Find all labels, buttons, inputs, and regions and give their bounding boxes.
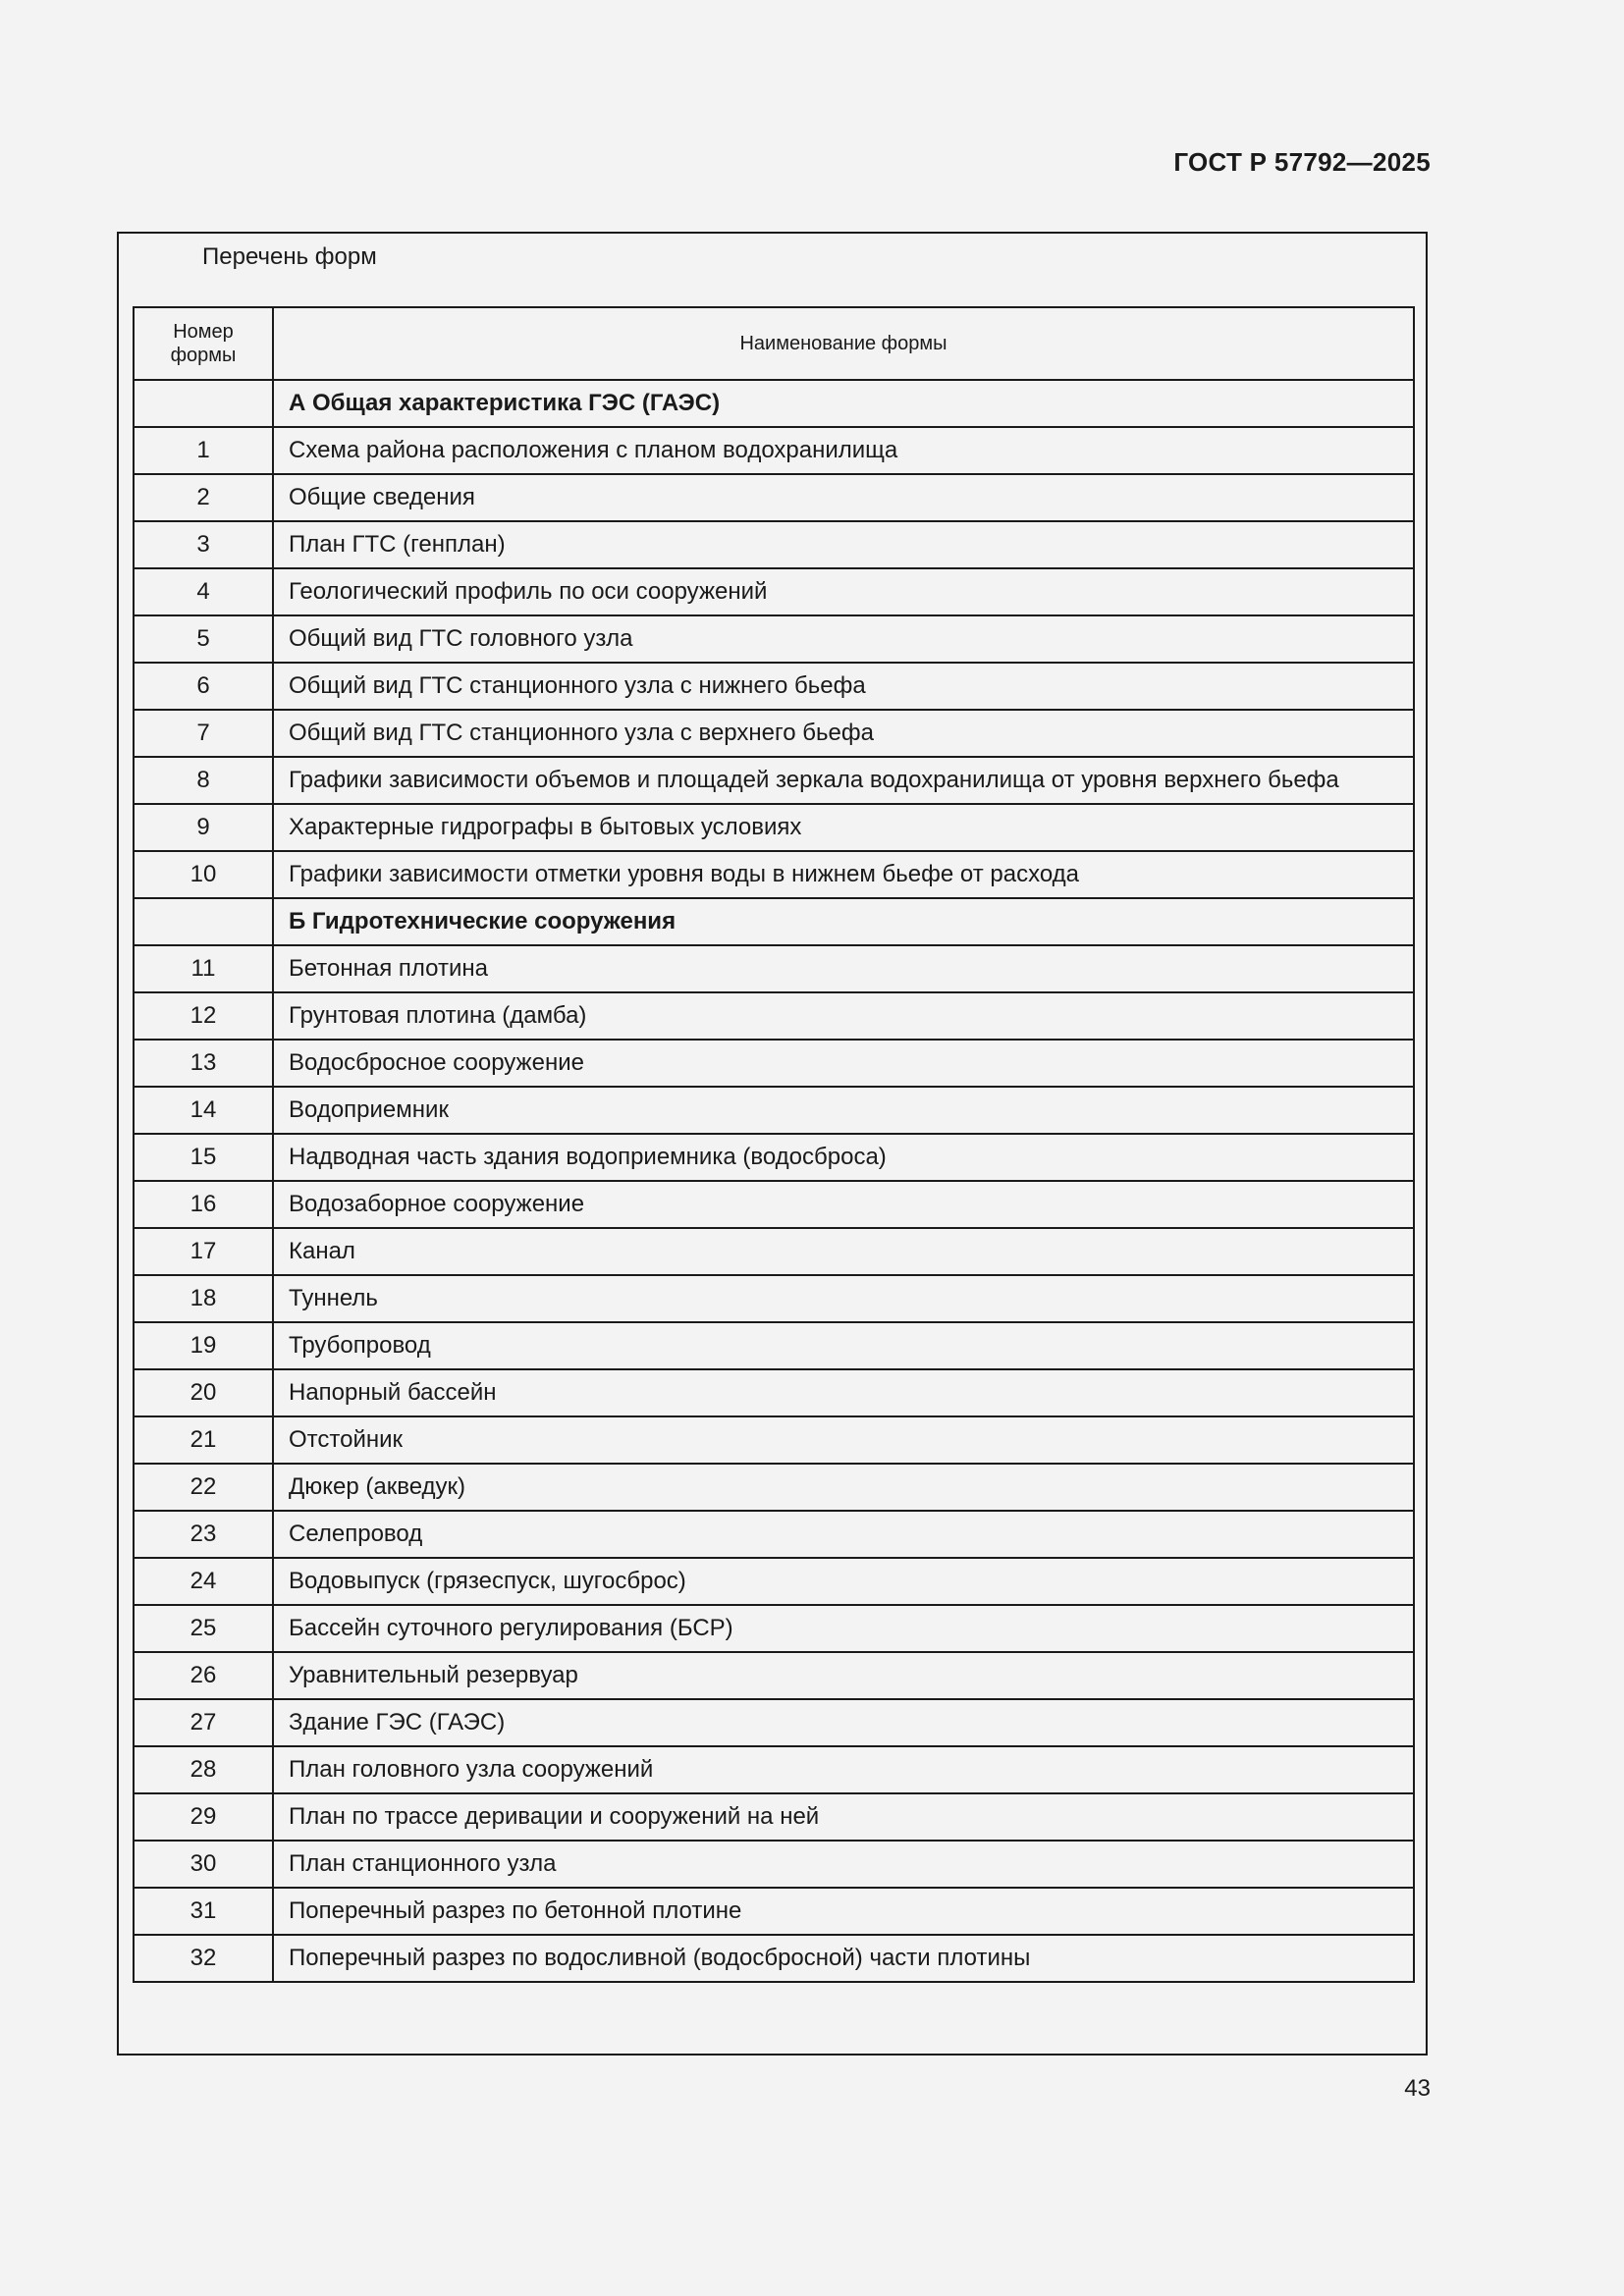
form-name-cell: Уравнительный резервуар [273, 1652, 1414, 1699]
form-name-cell: Схема района расположения с планом водохранилища [273, 427, 1414, 474]
form-number-cell: 30 [134, 1841, 273, 1888]
form-name-cell: Общие сведения [273, 474, 1414, 521]
form-number-cell: 19 [134, 1322, 273, 1369]
table-row [134, 1793, 1414, 1841]
form-number-cell [134, 380, 273, 427]
form-number-cell: 16 [134, 1181, 273, 1228]
form-number-cell: 7 [134, 710, 273, 757]
table-row [134, 1699, 1414, 1746]
table-row [134, 1746, 1414, 1793]
table-row [134, 1134, 1414, 1181]
column-header-name: Наименование формы [273, 307, 1414, 380]
form-name-cell: Трубопровод [273, 1322, 1414, 1369]
table-row [134, 992, 1414, 1040]
form-name-cell: Водосбросное сооружение [273, 1040, 1414, 1087]
section-title-cell: А Общая характеристика ГЭС (ГАЭС) [273, 380, 1414, 427]
table-body [134, 380, 1414, 1982]
form-number-cell: 23 [134, 1511, 273, 1558]
table-row [134, 1087, 1414, 1134]
form-name-cell: План станционного узла [273, 1841, 1414, 1888]
form-name-cell: Надводная часть здания водоприемника (водосброса) [273, 1134, 1414, 1181]
form-number-cell: 25 [134, 1605, 273, 1652]
page-number: 43 [1404, 2075, 1431, 2102]
frame-title: Перечень форм [202, 243, 377, 270]
form-number-cell: 31 [134, 1888, 273, 1935]
form-number-cell: 24 [134, 1558, 273, 1605]
form-name-cell: Геологический профиль по оси сооружений [273, 568, 1414, 615]
form-number-cell: 28 [134, 1746, 273, 1793]
forms-frame [117, 232, 1428, 2056]
form-name-cell: План по трассе деривации и сооружений на ней [273, 1793, 1414, 1841]
form-number-cell: 4 [134, 568, 273, 615]
table-row [134, 1275, 1414, 1322]
form-name-cell: Грунтовая плотина (дамба) [273, 992, 1414, 1040]
table-row [134, 1652, 1414, 1699]
form-name-cell: Графики зависимости объемов и площадей зеркала водохранилища от уровня верхнего бьефа [273, 757, 1414, 804]
table-row [134, 1322, 1414, 1369]
table-row [134, 427, 1414, 474]
form-number-cell: 1 [134, 427, 273, 474]
table-row [134, 1416, 1414, 1464]
form-name-cell: План головного узла сооружений [273, 1746, 1414, 1793]
form-number-cell: 21 [134, 1416, 273, 1464]
form-name-cell: Общий вид ГТС головного узла [273, 615, 1414, 663]
table-row [134, 1888, 1414, 1935]
form-name-cell: Водоприемник [273, 1087, 1414, 1134]
table-row [134, 521, 1414, 568]
table-row [134, 1181, 1414, 1228]
form-name-cell: Общий вид ГТС станционного узла с верхнего бьефа [273, 710, 1414, 757]
form-number-cell: 17 [134, 1228, 273, 1275]
table-row [134, 851, 1414, 898]
form-name-cell: Селепровод [273, 1511, 1414, 1558]
section-title-cell: Б Гидротехнические сооружения [273, 898, 1414, 945]
table-row [134, 1935, 1414, 1982]
form-number-cell: 18 [134, 1275, 273, 1322]
form-name-cell: Графики зависимости отметки уровня воды в нижнем бьефе от расхода [273, 851, 1414, 898]
table-row [134, 663, 1414, 710]
form-number-cell: 10 [134, 851, 273, 898]
form-number-cell: 15 [134, 1134, 273, 1181]
table-row [134, 1511, 1414, 1558]
table-row [134, 615, 1414, 663]
form-number-cell: 22 [134, 1464, 273, 1511]
table-row [134, 945, 1414, 992]
table-row [134, 1558, 1414, 1605]
section-row [134, 898, 1414, 945]
table-row [134, 1605, 1414, 1652]
column-header-number-label: Номер формы [170, 321, 237, 366]
form-name-cell: Водозаборное сооружение [273, 1181, 1414, 1228]
table-row [134, 568, 1414, 615]
table-row [134, 1228, 1414, 1275]
form-name-cell: Дюкер (акведук) [273, 1464, 1414, 1511]
form-number-cell: 27 [134, 1699, 273, 1746]
form-number-cell: 26 [134, 1652, 273, 1699]
table-row [134, 804, 1414, 851]
form-name-cell: Поперечный разрез по водосливной (водосбросной) части плотины [273, 1935, 1414, 1982]
table-header-row [134, 307, 1414, 380]
form-number-cell: 3 [134, 521, 273, 568]
form-name-cell: Поперечный разрез по бетонной плотине [273, 1888, 1414, 1935]
form-number-cell: 2 [134, 474, 273, 521]
table-row [134, 1040, 1414, 1087]
form-number-cell [134, 898, 273, 945]
form-name-cell: Туннель [273, 1275, 1414, 1322]
table-row [134, 757, 1414, 804]
form-name-cell: Общий вид ГТС станционного узла с нижнего бьефа [273, 663, 1414, 710]
forms-table [133, 306, 1415, 1983]
document-code: ГОСТ Р 57792—2025 [1173, 147, 1431, 177]
form-number-cell: 11 [134, 945, 273, 992]
form-number-cell: 12 [134, 992, 273, 1040]
form-number-cell: 5 [134, 615, 273, 663]
table-row [134, 1369, 1414, 1416]
form-number-cell: 9 [134, 804, 273, 851]
table-row [134, 1464, 1414, 1511]
form-name-cell: Бассейн суточного регулирования (БСР) [273, 1605, 1414, 1652]
table-row [134, 710, 1414, 757]
form-name-cell: Характерные гидрографы в бытовых условиях [273, 804, 1414, 851]
form-number-cell: 14 [134, 1087, 273, 1134]
form-name-cell: Бетонная плотина [273, 945, 1414, 992]
form-name-cell: Напорный бассейн [273, 1369, 1414, 1416]
column-header-number [134, 307, 273, 380]
form-name-cell: Канал [273, 1228, 1414, 1275]
form-name-cell: Здание ГЭС (ГАЭС) [273, 1699, 1414, 1746]
section-row [134, 380, 1414, 427]
form-number-cell: 13 [134, 1040, 273, 1087]
form-number-cell: 20 [134, 1369, 273, 1416]
table-row [134, 474, 1414, 521]
form-number-cell: 32 [134, 1935, 273, 1982]
table-row [134, 1841, 1414, 1888]
form-number-cell: 8 [134, 757, 273, 804]
form-number-cell: 6 [134, 663, 273, 710]
form-name-cell: Отстойник [273, 1416, 1414, 1464]
form-name-cell: Водовыпуск (грязеспуск, шугосброс) [273, 1558, 1414, 1605]
form-name-cell: План ГТС (генплан) [273, 521, 1414, 568]
form-number-cell: 29 [134, 1793, 273, 1841]
